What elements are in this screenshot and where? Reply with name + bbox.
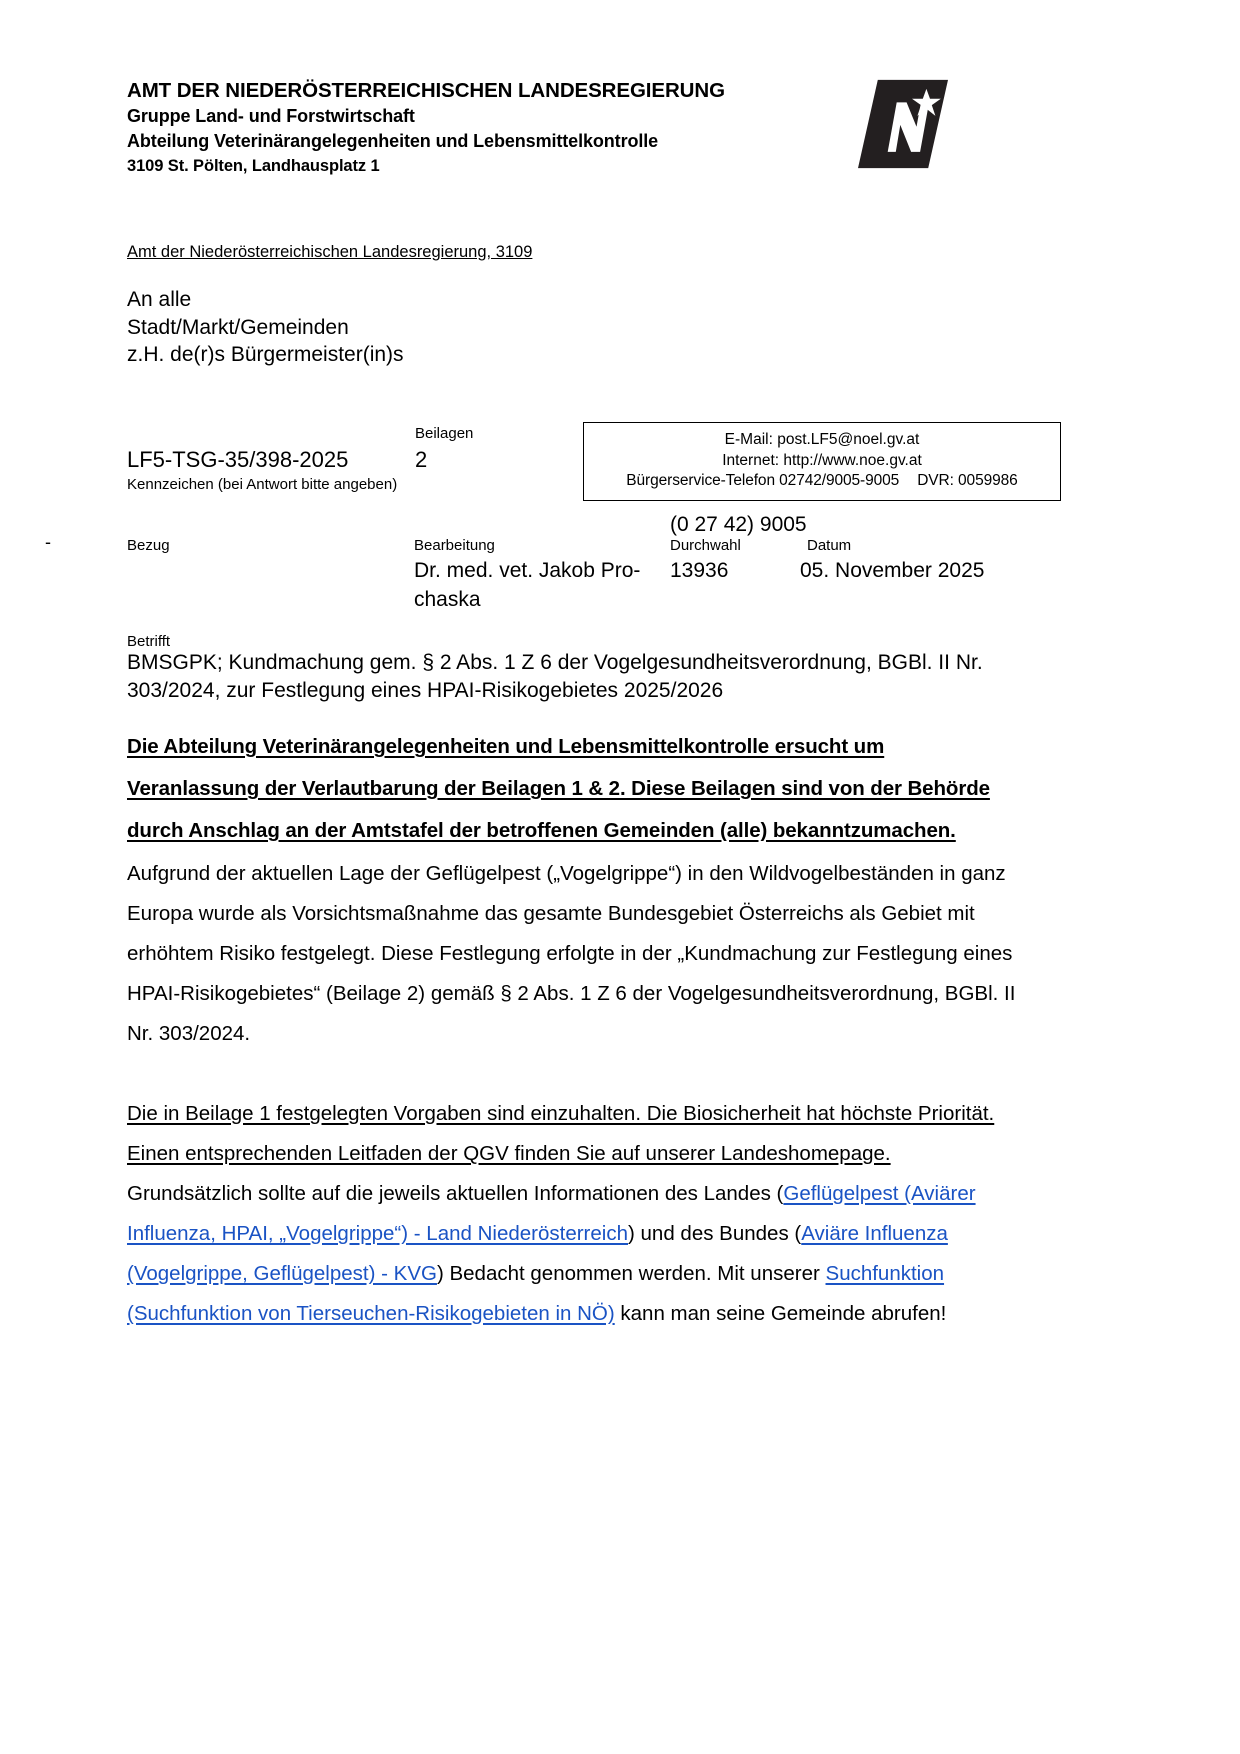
letterhead-address: 3109 St. Pölten, Landhausplatz 1 bbox=[127, 157, 380, 175]
beilagen-label: Beilagen bbox=[415, 425, 474, 442]
recipient-line-2: Stadt/Markt/Gemeinden bbox=[127, 315, 349, 339]
margin-dash: - bbox=[45, 532, 51, 552]
body-paragraph-2 bbox=[127, 1094, 1021, 1334]
kennzeichen-label: Kennzeichen (bei Antwort bitte angeben) bbox=[127, 476, 398, 493]
betrifft-label: Betrifft bbox=[127, 633, 171, 650]
contact-box bbox=[583, 422, 1061, 501]
body-paragraph-2-part-a: Grundsätzlich sollte auf die jeweils aktuellen Informationen des Landes ( bbox=[127, 1182, 784, 1205]
kennzeichen-value: LF5-TSG-35/398-2025 bbox=[127, 447, 349, 472]
body-paragraph-1: Aufgrund der aktuellen Lage der Geflügelpest („Vogelgrippe“) in den Wildvogelbeständen in ganz Europa wurde als Vorsichtsmaßnahme das gesamte Bundesgebiet Österreichs als Gebiet mit erhöhtem Risiko festgelegt. Diese Festlegung erfolgte in der „Kundmachung zur Festlegung eines HPAI-Risikogebietes“ (Beilage 2) gemäß § 2 Abs. 1 Z 6 der Vogelgesundheitsverordnung, BGBl. II Nr. 303/2024. bbox=[127, 862, 1016, 1045]
recipient-block bbox=[127, 286, 404, 369]
phone-prefix: (0 27 42) 9005 bbox=[670, 513, 807, 536]
link-geflugelpest-noe[interactable]: Geflügelpest (Aviärer Influenza, HPAI, „Vogelgrippe“) - Land Niederösterreich bbox=[127, 1182, 976, 1245]
contact-dvr: DVR: 0059986 bbox=[917, 472, 1018, 489]
contact-email: E-Mail: post.LF5@noel.gv.at bbox=[724, 431, 920, 448]
body-spacer bbox=[127, 1054, 1021, 1094]
field-label-row bbox=[0, 536, 1240, 556]
durchwahl-value: 13936 bbox=[670, 559, 729, 582]
body-bold-request: Die Abteilung Veterinärangelegenheiten und Lebensmittelkontrolle ersucht um Veranlassung der Verlautbarung der Beilagen 1 & 2. Diese Beilagen sind von der Behörde durch Anschlag an der Amtstafel der betroffenen Gemeinden (alle) bekanntzumachen. bbox=[127, 735, 990, 842]
durchwahl-label: Durchwahl bbox=[670, 537, 741, 554]
datum-value: 05. November 2025 bbox=[800, 559, 985, 582]
beilagen-value: 2 bbox=[415, 447, 428, 472]
contact-internet: Internet: http://www.noe.gv.at bbox=[722, 451, 922, 469]
letter-body bbox=[127, 726, 1021, 1334]
letterhead-group: Gruppe Land- und Forstwirtschaft bbox=[127, 106, 415, 126]
bearbeitung-label: Bearbeitung bbox=[414, 537, 495, 554]
body-paragraph-2-underlined: Die in Beilage 1 festgelegten Vorgaben sind einzuhalten. Die Biosicherheit hat höchste Priorität. Einen entsprechenden Leitfaden der QGV finden Sie auf unserer Landeshomepage. bbox=[127, 1102, 995, 1165]
contact-phone: Bürgerservice-Telefon 02742/9005-9005 bbox=[626, 472, 900, 489]
link-aviare-influenza-kvg[interactable]: Aviäre Influenza (Vogelgrippe, Geflügelpest) - KVG bbox=[127, 1222, 948, 1285]
body-paragraph-2-part-b: ) und des Bundes ( bbox=[628, 1222, 802, 1245]
link-suchfunktion-risikogebiete[interactable]: Suchfunktion (Suchfunktion von Tierseuchen-Risikogebieten in NÖ) bbox=[127, 1262, 945, 1325]
noe-logo-icon bbox=[858, 78, 948, 170]
datum-label: Datum bbox=[807, 537, 852, 554]
body-paragraph-2-part-c: ) Bedacht genommen werden. Mit unserer bbox=[436, 1262, 826, 1285]
bezug-label: Bezug bbox=[127, 537, 170, 554]
contact-phone-dvr bbox=[590, 471, 1054, 492]
letterhead bbox=[127, 78, 827, 178]
recipient-line-1: An alle bbox=[127, 288, 192, 311]
return-address: Amt der Niederösterreichischen Landesregierung, 3109 bbox=[127, 243, 533, 261]
betrifft-text: BMSGPK; Kundmachung gem. § 2 Abs. 1 Z 6 der Vogelgesundheitsverordnung, BGBl. II Nr. 303/2024, zur Festlegung eines HPAI-Risikogebietes 2025/2026 bbox=[127, 651, 983, 702]
recipient-line-3: z.H. de(r)s Bürgermeister(in)s bbox=[127, 343, 404, 366]
letterhead-authority: AMT DER NIEDERÖSTERREICHISCHEN LANDESREGIERUNG bbox=[127, 79, 725, 102]
bearbeitung-value: Dr. med. vet. Jakob Pro-chaska bbox=[414, 559, 641, 611]
body-paragraph-2-part-d: kann man seine Gemeinde abrufen! bbox=[614, 1302, 947, 1325]
letterhead-department: Abteilung Veterinärangelegenheiten und Lebensmittelkontrolle bbox=[127, 131, 659, 151]
